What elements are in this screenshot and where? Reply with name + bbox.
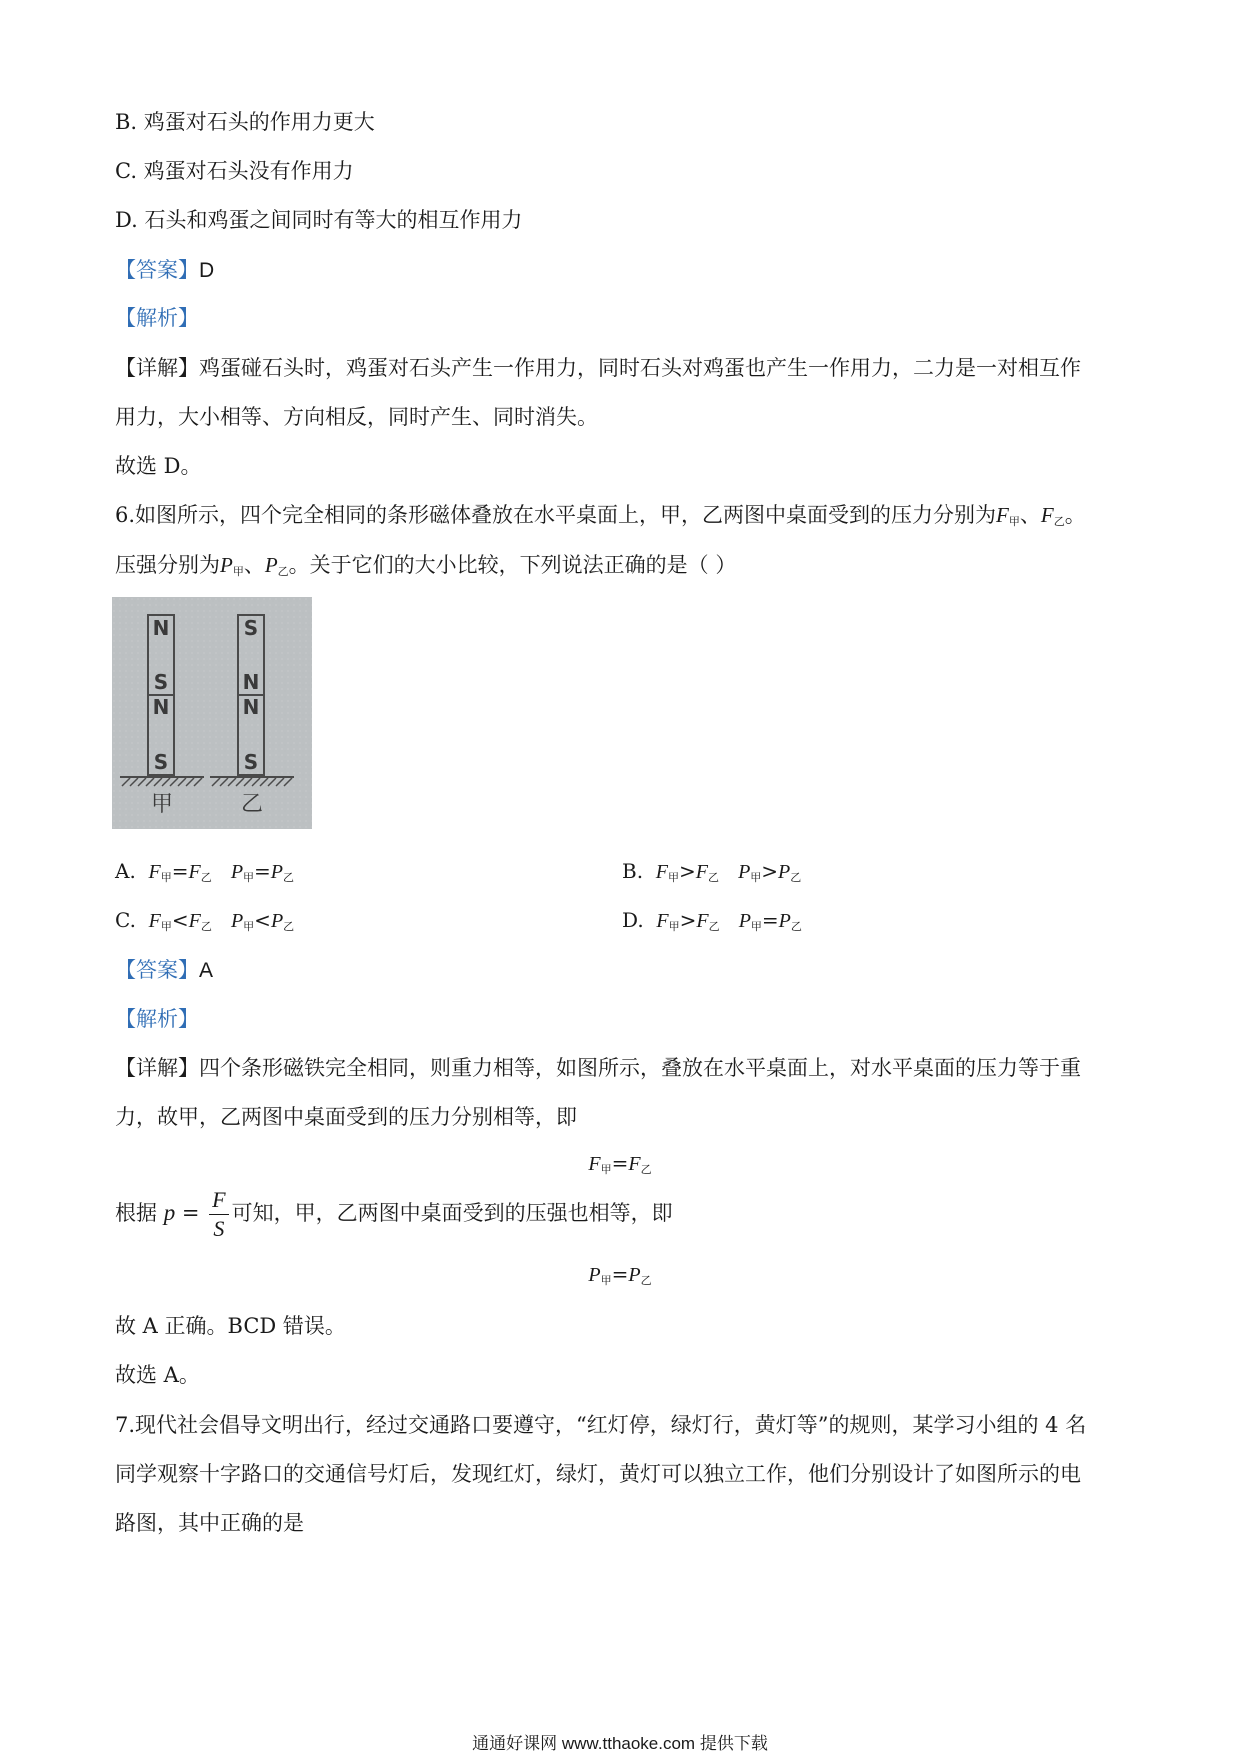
period: 。 — [1064, 503, 1086, 527]
pressure-symbol: P — [588, 1264, 601, 1286]
magnet-pole-label: N — [152, 695, 170, 719]
q5-conclusion: 故选 D。 — [115, 454, 202, 478]
option-letter: D. — [622, 908, 644, 932]
subscript-yi: 乙 — [277, 565, 289, 578]
pressure-symbol: P — [738, 910, 751, 932]
formula-numerator: F — [209, 1186, 228, 1215]
force-symbol: F — [188, 861, 201, 883]
q7-line2: 同学观察十字路口的交通信号灯后，发现红灯，绿灯，黄灯可以独立工作，他们分别设计了如图所示的电 — [115, 1462, 1081, 1486]
q6-stem-line1 — [115, 499, 1086, 529]
q5-detail-line1: 【详解】鸡蛋碰石头时，鸡蛋对石头产生一作用力，同时石头对鸡蛋也产生一作用力，二力是一对相互作 — [115, 356, 1081, 380]
q6-option-c — [115, 908, 294, 934]
force-symbol: F — [628, 1153, 641, 1175]
caption-yi: 乙 — [240, 792, 264, 817]
force-symbol: F — [588, 1153, 601, 1175]
q6-equation-force — [0, 1151, 1240, 1177]
magnet-pole-label: S — [243, 616, 259, 640]
formula-equals: = — [175, 1201, 207, 1225]
q6-option-a — [115, 859, 294, 885]
q6-equation-pressure — [0, 1262, 1240, 1288]
q6-stem-text: 压强分别为 — [115, 553, 220, 577]
pressure-relation: > — [761, 859, 779, 883]
formula-pressure-symbol: p — [163, 1200, 176, 1225]
option-letter: A. — [115, 859, 136, 883]
q7-line3: 路图，其中正确的是 — [115, 1511, 304, 1535]
magnet-pole-label: S — [153, 750, 169, 774]
separator: 、 — [1019, 503, 1041, 527]
q6-stem-line2 — [115, 549, 736, 579]
subscript-yi: 乙 — [200, 920, 212, 933]
q6-detail-line2: 力，故甲，乙两图中桌面受到的压力分别相等，即 — [115, 1105, 577, 1129]
force-symbol: F — [656, 910, 669, 932]
subscript-jia: 甲 — [1008, 515, 1020, 528]
subscript-yi: 乙 — [283, 920, 295, 933]
q5-detail-line2: 用力，大小相等、方向相反，同时产生、同时消失。 — [115, 405, 598, 429]
separator: 、 — [243, 553, 265, 577]
formula-prefix: 根据 — [115, 1201, 157, 1225]
subscript-yi: 乙 — [708, 920, 720, 933]
subscript-jia: 甲 — [243, 871, 255, 884]
pressure-symbol: P — [264, 553, 278, 577]
subscript-jia: 甲 — [750, 920, 762, 933]
subscript-jia: 甲 — [668, 920, 680, 933]
magnet-pole-label: N — [242, 695, 260, 719]
subscript-yi: 乙 — [283, 871, 295, 884]
subscript-yi: 乙 — [640, 1274, 652, 1287]
subscript-yi: 乙 — [707, 871, 719, 884]
pressure-symbol: P — [738, 861, 751, 883]
magnet-pole-label: N — [242, 670, 260, 694]
subscript-jia: 甲 — [243, 920, 255, 933]
force-relation: > — [679, 859, 696, 883]
q6-answer — [115, 954, 213, 984]
magnet-pole-label: S — [243, 750, 259, 774]
subscript-jia: 甲 — [160, 920, 172, 933]
q5-analysis-label: 【解析】 — [115, 306, 199, 330]
subscript-jia: 甲 — [160, 871, 172, 884]
pressure-symbol: P — [628, 1264, 641, 1286]
magnet-pole-label: S — [153, 670, 169, 694]
subscript-yi: 乙 — [640, 1163, 652, 1176]
q6-detail-line1: 【详解】四个条形磁铁完全相同，则重力相等，如图所示，叠放在水平桌面上，对水平桌面的压力等于重 — [115, 1056, 1081, 1080]
force-relation: > — [679, 908, 697, 932]
subscript-yi: 乙 — [200, 871, 212, 884]
pressure-symbol: P — [778, 910, 791, 932]
formula-fraction — [209, 1186, 228, 1243]
force-relation: = — [171, 859, 189, 883]
force-symbol: F — [996, 503, 1009, 527]
subscript-jia: 甲 — [600, 1274, 612, 1287]
subscript-yi: 乙 — [790, 920, 802, 933]
option-letter: B. — [622, 859, 644, 883]
pressure-relation: = — [254, 859, 271, 883]
subscript-jia: 甲 — [668, 871, 679, 884]
q6-conclusion2: 故选 A。 — [115, 1363, 200, 1387]
subscript-jia: 甲 — [750, 871, 762, 884]
q5-answer — [115, 254, 214, 284]
q6-stem-text: 6.如图所示，四个完全相同的条形磁体叠放在水平桌面上，甲，乙两图中桌面受到的压力分别为 — [115, 503, 997, 527]
pressure-symbol: P — [230, 861, 244, 883]
equation-relation: = — [611, 1262, 629, 1286]
formula-denominator: S — [213, 1216, 225, 1241]
q5-option-c: C. 鸡蛋对石头没有作用力 — [115, 159, 354, 183]
force-symbol: F — [695, 861, 708, 883]
pressure-symbol: P — [270, 861, 284, 883]
magnet-stack-figure — [112, 597, 312, 829]
subscript-jia: 甲 — [232, 565, 244, 578]
pressure-symbol: P — [230, 910, 244, 932]
page-footer: 通通好课网 www.tthaoke.com 提供下载 — [472, 1734, 768, 1753]
equation-relation: = — [611, 1151, 629, 1175]
q6-stem-text: 。关于它们的大小比较，下列说法正确的是（ ） — [288, 553, 737, 577]
magnet-pole-label: N — [152, 616, 170, 640]
caption-jia: 甲 — [150, 792, 174, 817]
force-symbol: F — [148, 910, 161, 932]
pressure-symbol: P — [270, 910, 284, 932]
q5-option-d: D. 石头和鸡蛋之间同时有等大的相互作用力 — [115, 208, 523, 232]
option-letter: C. — [115, 908, 136, 932]
q6-option-b — [622, 859, 801, 885]
pressure-symbol: P — [778, 861, 791, 883]
q6-formula-line — [115, 1186, 673, 1243]
pressure-symbol: P — [220, 553, 233, 577]
force-symbol: F — [148, 861, 161, 883]
q5-option-b: B. 鸡蛋对石头的作用力更大 — [115, 110, 375, 134]
answer-value: D — [199, 259, 215, 282]
force-symbol: F — [696, 910, 709, 932]
force-symbol: F — [655, 861, 668, 883]
answer-value: A — [199, 959, 214, 982]
q6-analysis-label: 【解析】 — [115, 1007, 199, 1031]
answer-label: 【答案】 — [115, 958, 199, 982]
subscript-yi: 乙 — [790, 871, 802, 884]
answer-label: 【答案】 — [115, 258, 199, 282]
subscript-yi: 乙 — [1053, 515, 1065, 528]
q6-option-d — [622, 908, 802, 934]
pressure-relation: = — [761, 908, 779, 932]
force-symbol: F — [1040, 503, 1054, 527]
force-relation: < — [171, 908, 189, 932]
q6-conclusion1: 故 A 正确。BCD 错误。 — [115, 1314, 346, 1338]
formula-suffix: 可知，甲，乙两图中桌面受到的压强也相等，即 — [231, 1201, 673, 1225]
subscript-jia: 甲 — [600, 1163, 612, 1176]
pressure-relation: < — [254, 908, 271, 932]
force-symbol: F — [188, 910, 201, 932]
q7-line1: 7.现代社会倡导文明出行，经过交通路口要遵守，“红灯停，绿灯行，黄灯等”的规则，某学习小组的 4 名 — [115, 1413, 1087, 1437]
